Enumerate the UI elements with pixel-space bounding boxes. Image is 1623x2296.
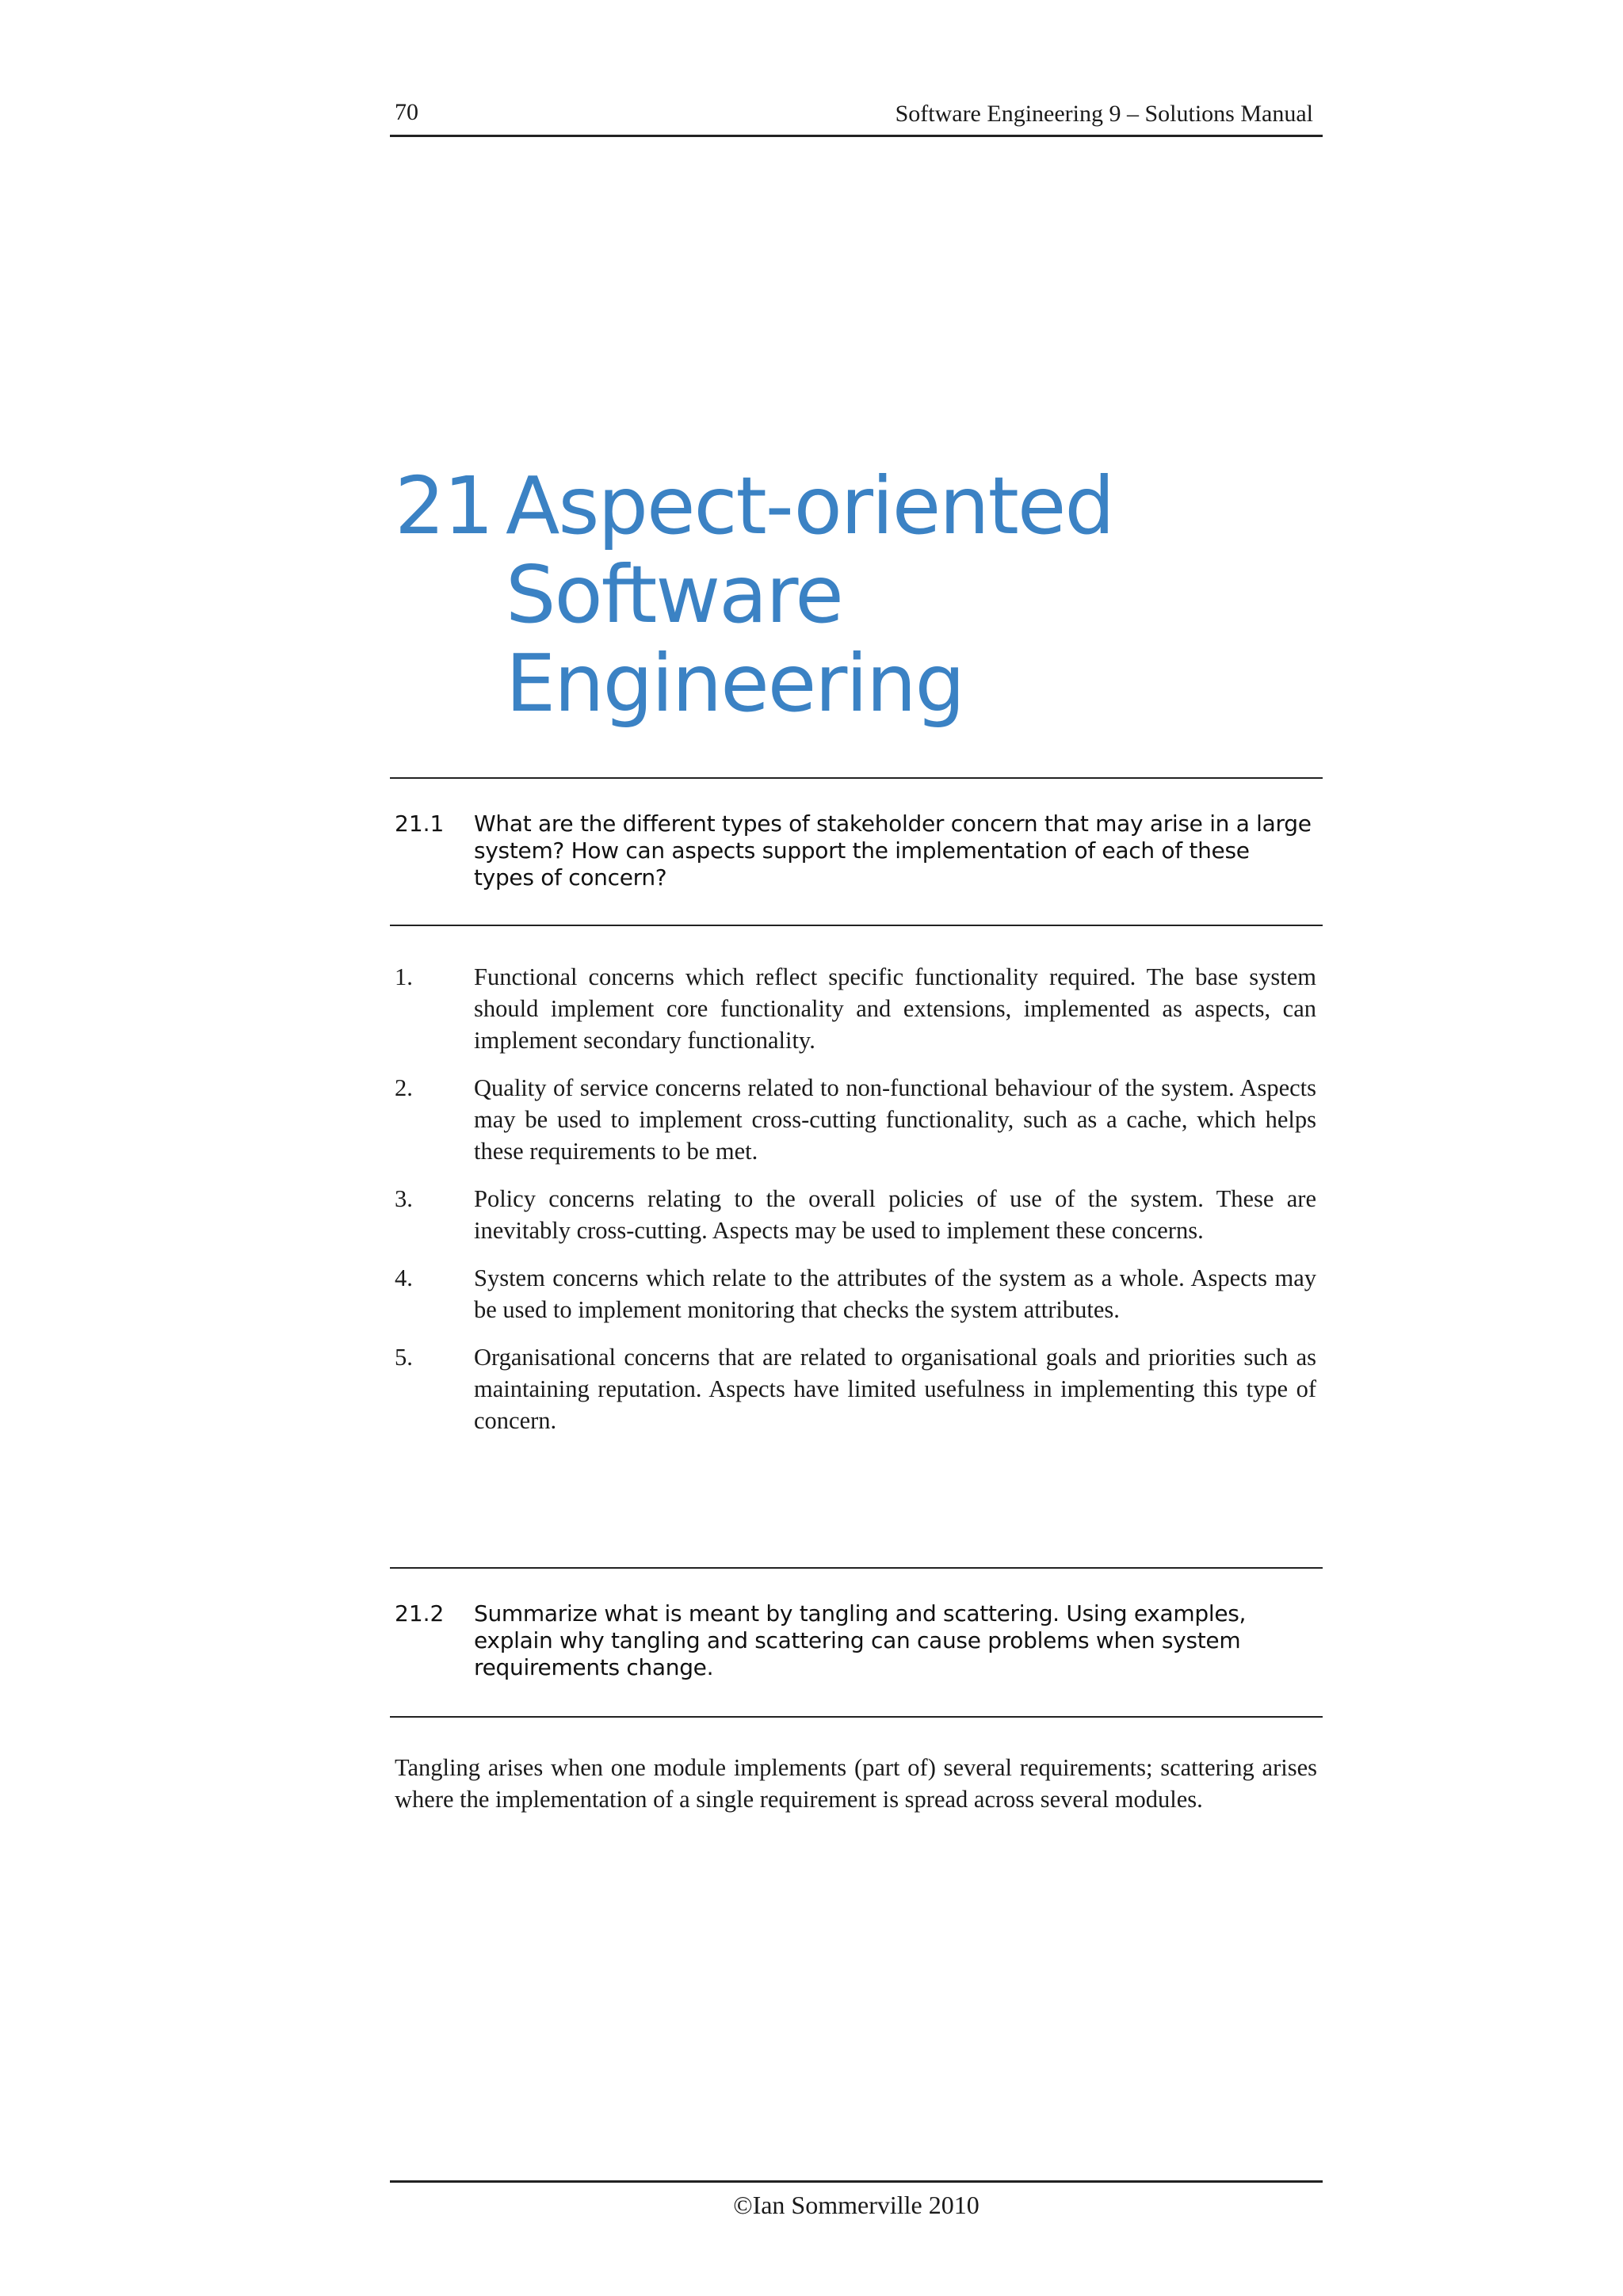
chapter-title (395, 462, 1306, 728)
list-item-number: 4. (395, 1264, 413, 1291)
question-number: 21.2 (395, 1600, 445, 1627)
list-item (390, 1262, 1323, 1325)
page-footer (390, 2180, 1323, 2222)
chapter-title-line2: Software Engineering (506, 548, 964, 730)
chapter-title-line1: Aspect-oriented (506, 460, 1113, 552)
list-item-text: Functional concerns which reflect specific functionality required. The base system should implement core functionality and extensions, implemented as aspects, can implement secondary functionality. (474, 963, 1316, 1054)
copyright-notice: ©Ian Sommerville 2010 (733, 2191, 980, 2219)
question-number: 21.1 (395, 810, 445, 837)
question-21-2 (390, 1567, 1323, 1718)
answer-list (390, 961, 1323, 1452)
question-text: Summarize what is meant by tangling and scattering. Using examples, explain why tangling and scattering can cause problems when system requirements change. (474, 1600, 1247, 1680)
list-item (390, 1072, 1323, 1167)
list-item-number: 1. (395, 963, 413, 990)
question-21-1 (390, 777, 1323, 926)
running-title: Software Engineering 9 – Solutions Manual (895, 101, 1313, 127)
list-item-text: Quality of service concerns related to non-functional behaviour of the system. Aspects may be used to implement cross-cutting functionality, such as a cache, which helps these requirements to be met. (474, 1074, 1316, 1165)
list-item-number: 2. (395, 1074, 413, 1101)
chapter-number: 21 (395, 460, 493, 552)
list-item-text: Organisational concerns that are related to organisational goals and priorities such as maintaining reputation. Aspects have limited usefulness in implementing this type of concern. (474, 1344, 1316, 1434)
page-header (390, 97, 1323, 137)
answer-paragraph: Tangling arises when one module implements (part of) several requirements; scattering arises where the implementation of a single requirement is spread across several modules. (395, 1754, 1317, 1813)
list-item-text: Policy concerns relating to the overall policies of use of the system. These are inevitably cross-cutting. Aspects may be used to implement these concerns. (474, 1185, 1316, 1244)
list-item (390, 961, 1323, 1056)
document-page (390, 0, 1323, 2296)
list-item (390, 1341, 1323, 1436)
page-number: 70 (395, 99, 418, 125)
list-item (390, 1183, 1323, 1246)
question-text: What are the different types of stakeholder concern that may arise in a large system? How can aspects support the implementation of each of these types of concern? (474, 810, 1312, 891)
list-item-text: System concerns which relate to the attributes of the system as a whole. Aspects may be used to implement monitoring that checks the system attributes. (474, 1264, 1316, 1323)
list-item-number: 3. (395, 1185, 413, 1212)
list-item-number: 5. (395, 1344, 413, 1371)
